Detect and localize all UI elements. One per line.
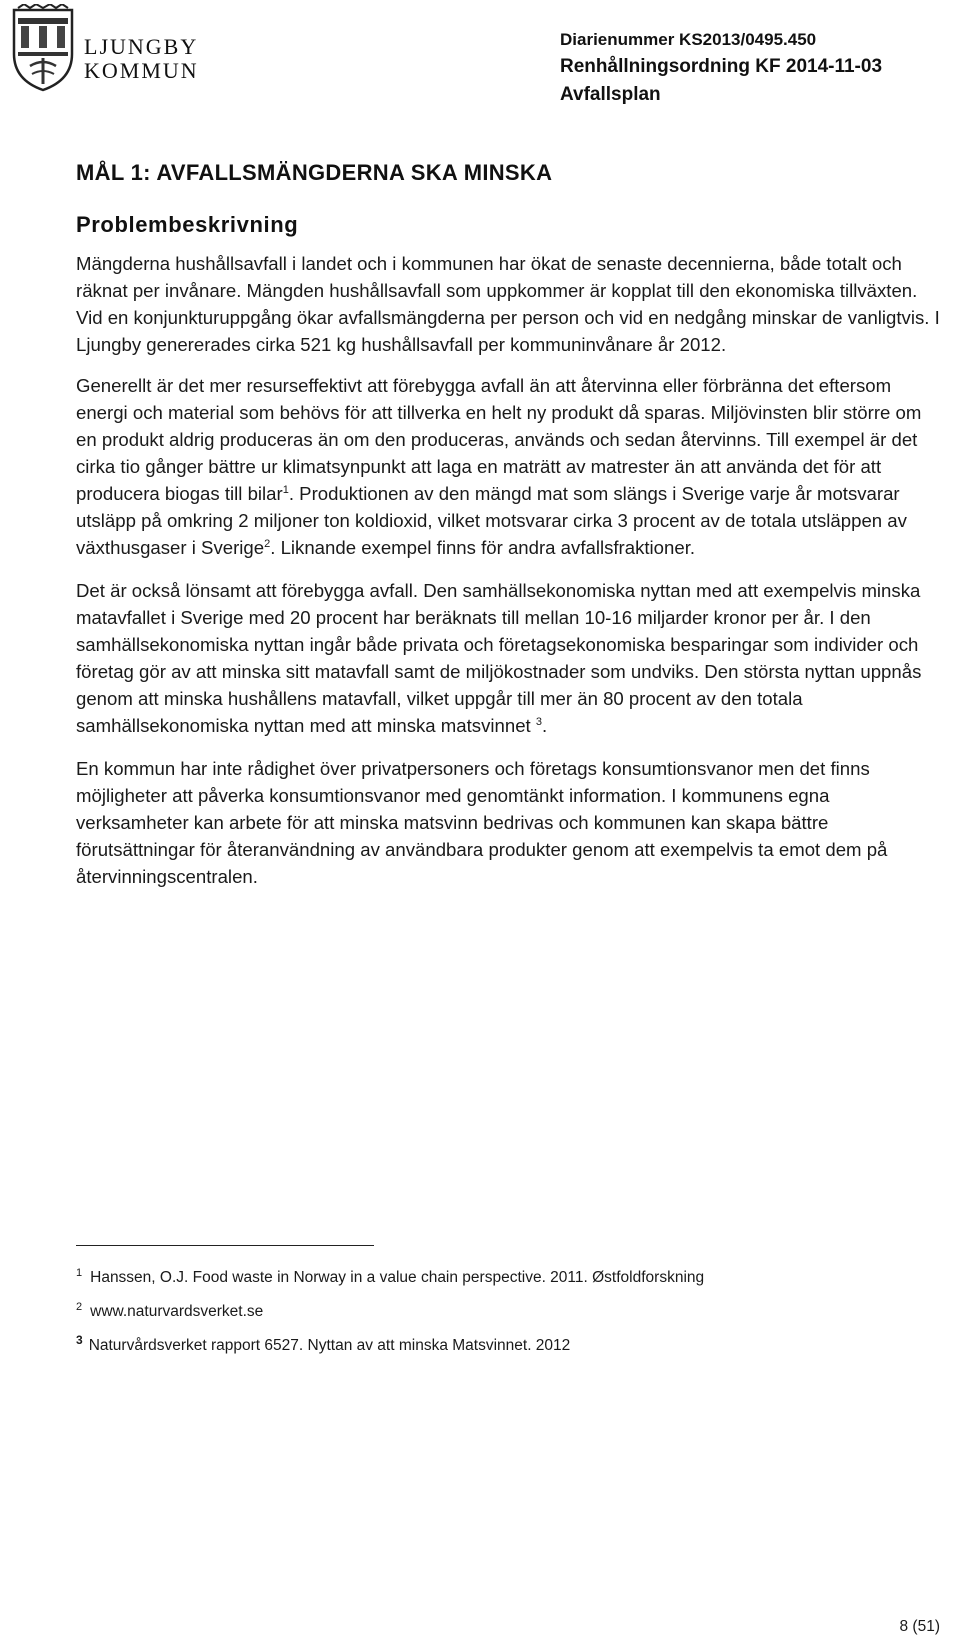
municipality-logo [10, 4, 216, 94]
goal-heading: MÅL 1: AVFALLSMÄNGDERNA SKA MINSKA [76, 160, 553, 185]
paragraph-2 [76, 372, 946, 561]
footnote-ref-3: 3 [535, 715, 543, 728]
section-title: Avfallsplan [560, 84, 661, 105]
footnote-number: 3 [76, 1332, 83, 1347]
page-number: 8 (51) [899, 1618, 940, 1635]
paragraph-1: Mängderna hushållsavfall i landet och i kommunen har ökat de senaste decennierna, både totalt och räknat per invånare. Mängden hushållsavfall som uppkommer är kopplat till den ekonomiska tillväxten. Vid en konjunkturuppgång ökar avfallsmängderna per person och vid en nedgång minskar de vanligtvis. I Ljungby genererades cirka 521 kg hushållsavfall per kommuninvånare år 2012. [76, 253, 940, 355]
footnote-3 [76, 1332, 936, 1356]
paragraph-3-text-a: Det är också lönsamt att förebygga avfall. Den samhällsekonomiska nyttan med att exempelvis minska matavfallet i Sverige med 20 procent har beräknats till mellan 10-16 miljarder kronor per år. I den samhällsekonomiska nyttan ingår både privata och företagsekonomiska besparingar som individer och företag gör av att minska sitt matavfall samt de miljökostnader som undviks. Den största nyttan uppnås genom att minska hushållens matavfall, vilket uppgår till mer än 80 procent av den totala samhällsekonomiska nyttan med att minska matsvinnet [76, 580, 922, 736]
logo-text-ljungby: LJUNGBY [84, 34, 199, 59]
paragraph-2-text-b: . Produktionen av den mängd mat som slängs i Sverige varje år motsvarar utsläpp på omkring 2 miljoner ton koldioxid, vilket motsvarar cirka 3 procent av de totala utsläppen av växthusgaser i Sverige [76, 483, 907, 558]
footnote-ref-2: 2 [264, 537, 271, 550]
paragraph-2-text-c: . Liknande exempel finns för andra avfallsfraktioner. [270, 537, 696, 558]
footnote-number: 2 [76, 1300, 83, 1313]
document-title: Renhållningsordning KF 2014-11-03 [560, 56, 883, 77]
paragraph-3-text-b: . [542, 715, 548, 736]
footnote-ref-1: 1 [282, 483, 289, 496]
footnote-1 [76, 1268, 936, 1288]
main-content [76, 160, 946, 890]
logo-text-kommun: KOMMUN [84, 58, 199, 83]
paragraph-3 [76, 577, 946, 739]
footnote-text: Naturvårdsverket rapport 6527. Nyttan av att minska Matsvinnet. 2012 [88, 1337, 571, 1354]
footnote-2 [76, 1302, 936, 1322]
paragraph-4: En kommun har inte rådighet över privatpersoners och företags konsumtionsvanor men det finns möjligheter att påverka konsumtionsvanor med genomtänkt information. I kommunens egna verksamheter kan arbete för att minska matsvinn bedrivas och kommunen kan skapa bättre förutsättningar för återanvändning av användbara produkter genom att exempelvis ta emot dem på återvinningscentralen. [76, 758, 888, 887]
footnote-link[interactable]: www.naturvardsverket.se [90, 1303, 264, 1320]
footnote-text: Hanssen, O.J. Food waste in Norway in a value chain perspective. 2011. Østfoldforskning [90, 1269, 705, 1286]
coat-of-arms-icon [10, 4, 76, 92]
footnotes [76, 1268, 936, 1356]
problem-description-heading: Problembeskrivning [76, 212, 299, 237]
paragraph-2-text-a: Generellt är det mer resurseffektivt att förebygga avfall än att återvinna eller förbränna det eftersom energi och material som behövs för att tillverka en helt ny produkt då sparas. Miljövinsten blir större om en produkt aldrig produceras än om den produceras, används och sedan återvinns. Till exempel är det cirka tio gånger bättre ur klimatsynpunkt att laga en maträtt av matrester än att använda det för att producera biogas till bilar [76, 375, 922, 504]
footnote-number: 1 [76, 1266, 83, 1279]
diary-number: Diarienummer KS2013/0495.450 [560, 30, 817, 49]
footnote-divider [76, 1245, 374, 1246]
